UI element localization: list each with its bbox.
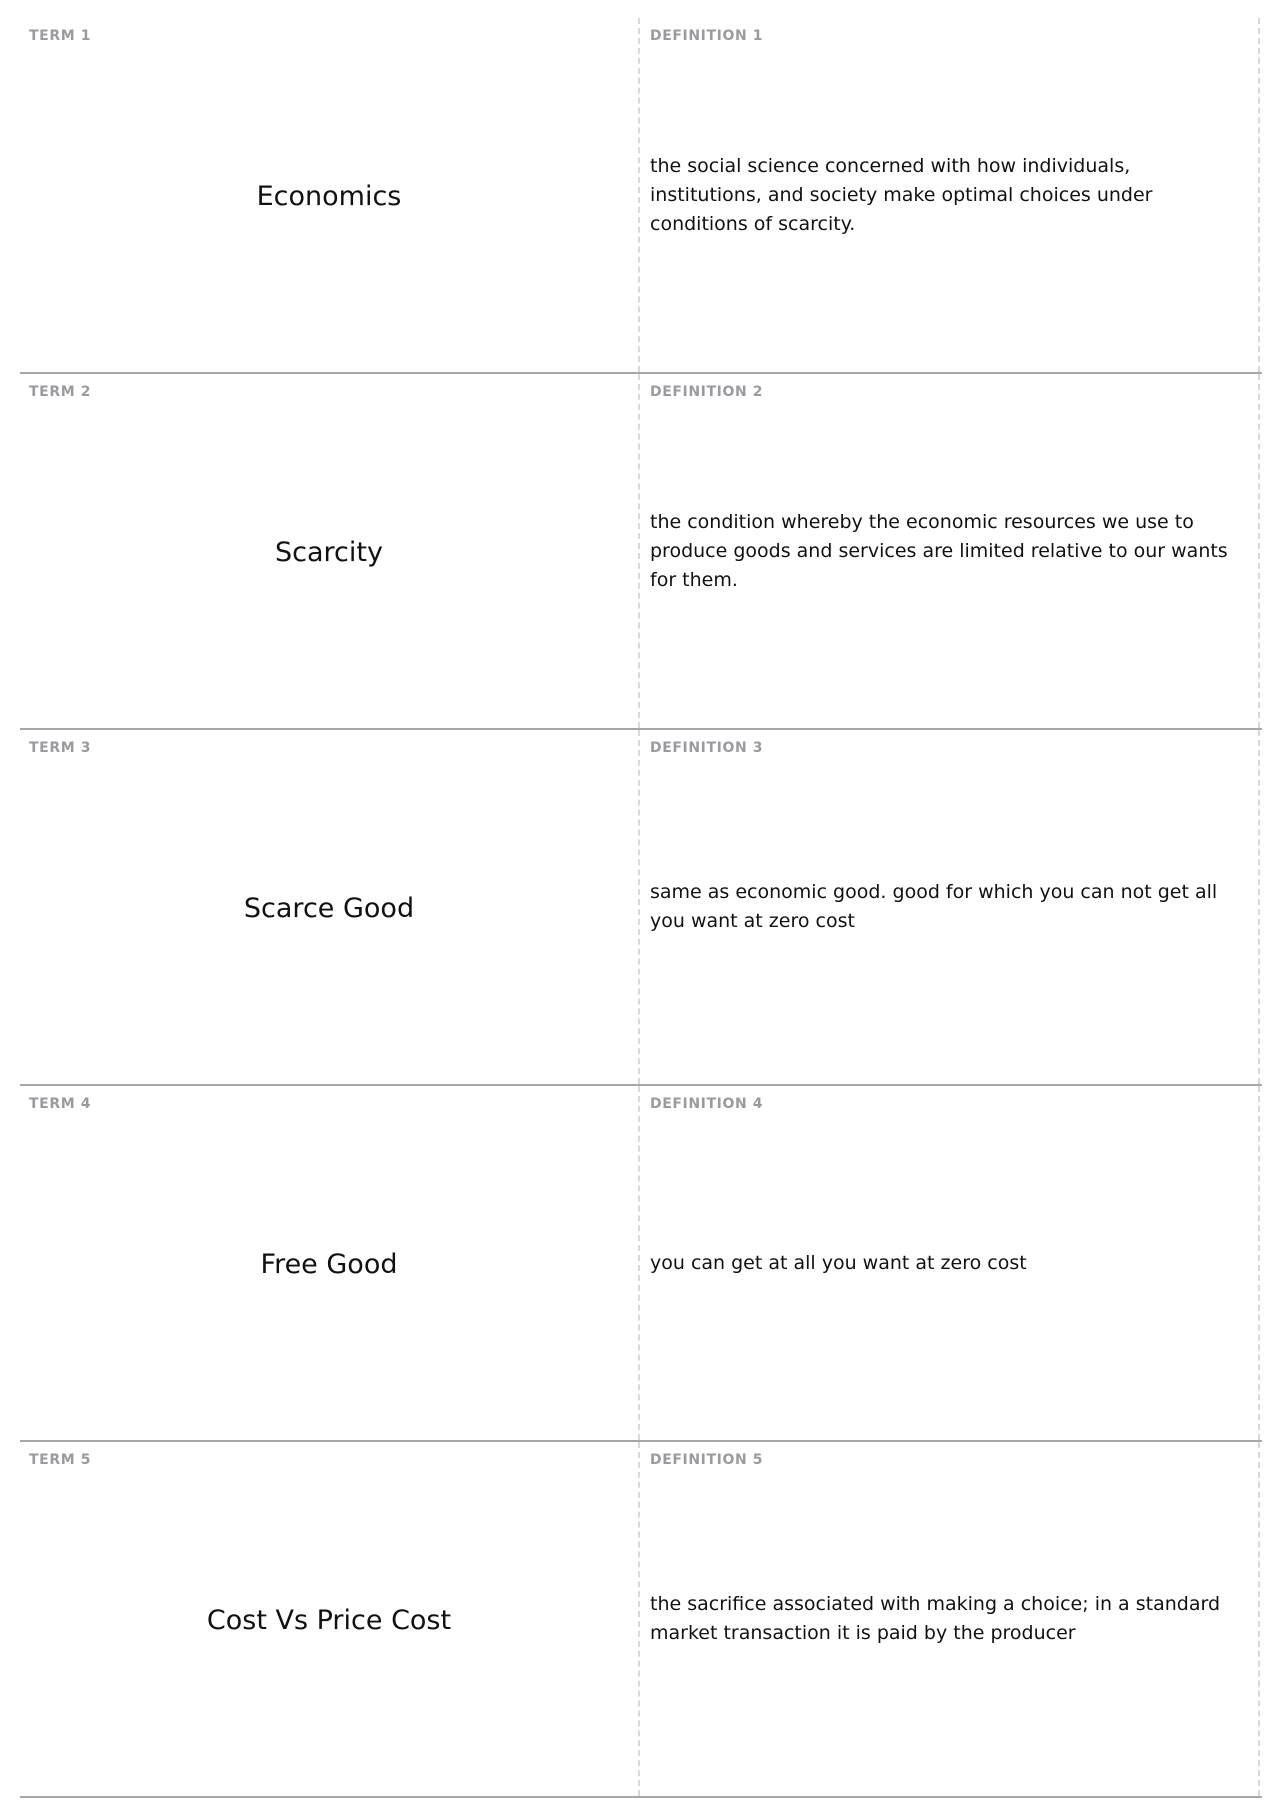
- term-text: Economics: [256, 180, 402, 212]
- flashcard-row-3: [20, 730, 1262, 1086]
- definition-cell: [640, 18, 1260, 372]
- definition-cell: [640, 1442, 1260, 1796]
- definition-text: the sacrifice associated with making a choice; in a standard market transaction it is paid by the producer: [650, 1593, 1221, 1644]
- term-number-label: TERM 5: [29, 1452, 92, 1468]
- flashcard-sheet: [20, 18, 1262, 1798]
- definition-text: you can get at all you want at zero cost: [650, 1251, 1027, 1274]
- term-cell: [20, 1442, 640, 1796]
- term-number-label: TERM 1: [29, 28, 92, 44]
- term-text: Cost Vs Price Cost: [206, 1604, 452, 1636]
- term-cell: [20, 18, 640, 372]
- term-cell: [20, 1086, 640, 1440]
- flashcard-row-4: [20, 1086, 1262, 1442]
- term-text: Scarce Good: [243, 892, 415, 924]
- definition-number-label: DEFINITION 4: [650, 1096, 764, 1112]
- definition-number-label: DEFINITION 5: [650, 1452, 764, 1468]
- definition-text: same as economic good. good for which you can not get all you want at zero cost: [650, 881, 1218, 932]
- definition-cell: [640, 1086, 1260, 1440]
- term-number-label: TERM 4: [29, 1096, 92, 1112]
- flashcard-row-5: [20, 1442, 1262, 1798]
- term-cell: [20, 374, 640, 728]
- definition-cell: [640, 374, 1260, 728]
- definition-number-label: DEFINITION 3: [650, 740, 764, 756]
- definition-number-label: DEFINITION 1: [650, 28, 764, 44]
- term-number-label: TERM 2: [29, 384, 92, 400]
- definition-cell: [640, 730, 1260, 1084]
- definition-text: the social science concerned with how individuals, institutions, and society make optimal choices under conditions of scarcity.: [650, 154, 1153, 235]
- definition-number-label: DEFINITION 2: [650, 384, 764, 400]
- term-cell: [20, 730, 640, 1084]
- flashcard-row-1: [20, 18, 1262, 374]
- term-text: Scarcity: [275, 536, 383, 568]
- flashcard-row-2: [20, 374, 1262, 730]
- definition-text: the condition whereby the economic resources we use to produce goods and services are limited relative to our wants for them.: [650, 510, 1228, 591]
- term-text: Free Good: [260, 1248, 398, 1280]
- term-number-label: TERM 3: [29, 740, 92, 756]
